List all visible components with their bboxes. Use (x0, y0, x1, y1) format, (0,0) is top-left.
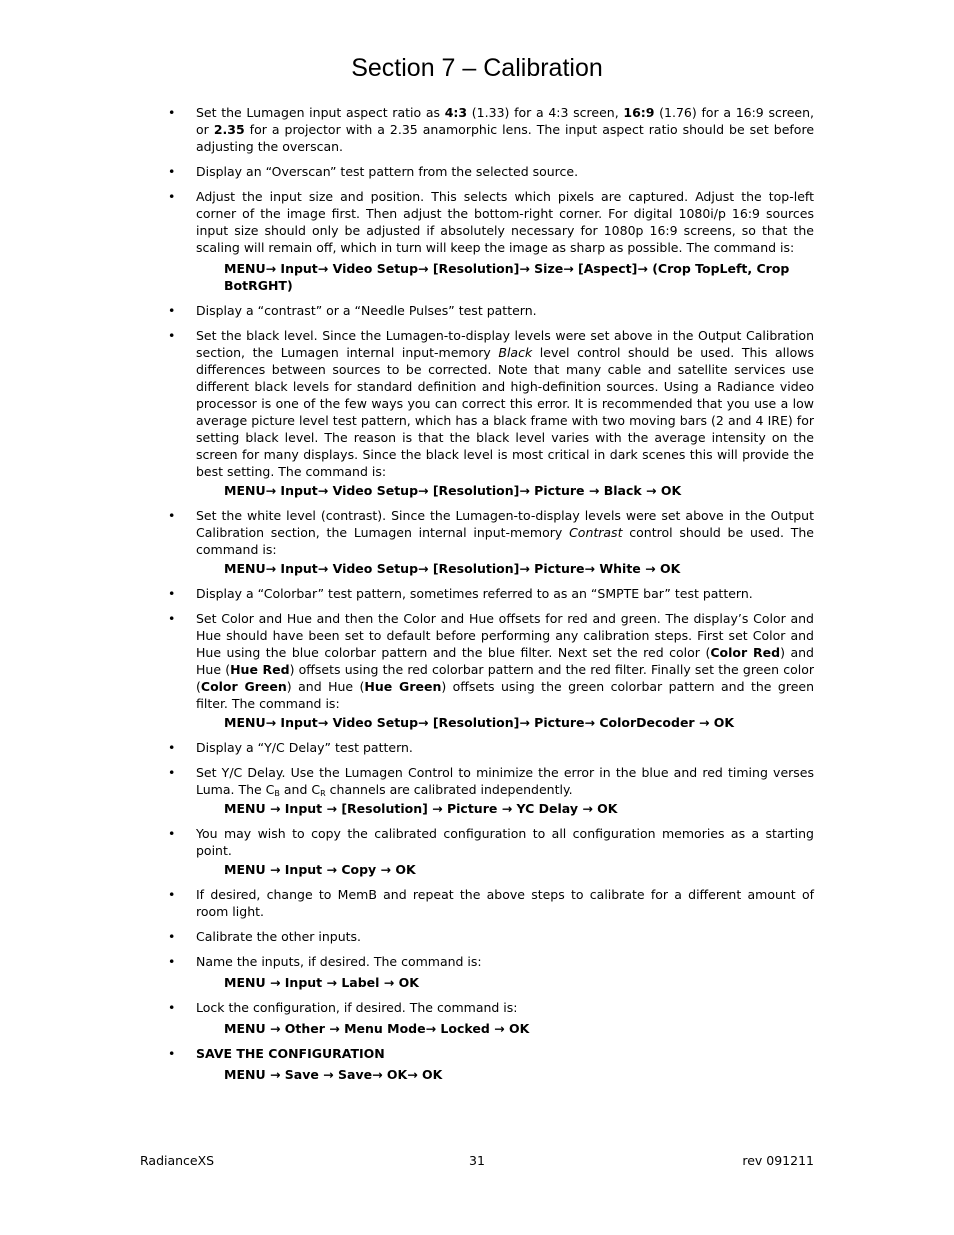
list-item (0, 953, 954, 991)
bullet-icon: • (168, 105, 176, 120)
item-text: Display a “Colorbar” test pattern, sometimes referred to as an “SMPTE bar” test pattern. (196, 586, 753, 601)
bullet-icon: • (168, 765, 176, 780)
item-text: Set the black level. Since the Lumagen-to-display levels were set above in the Output Calibration section, the Lumagen internal input-memory Black level control should be used. This allows differences between sources to be corrected. Note that many cable and satellite services use different black levels for standard definition and high-definition sources. Using a Radiance video processor is one of the few ways you can correct this error. It is recommended that you use a low average picture level test pattern, which has a black frame with two moving bars (2 and 4 IRE) for setting black level. The reason is that the black level varies with the average intensity on the screen for many displays. Since the black level is most critical in dark scenes this will provide the best setting. The command is: (196, 328, 814, 479)
item-text: You may wish to copy the calibrated configuration to all configuration memories as a starting point. (196, 826, 814, 858)
item-text: Adjust the input size and position. This selects which pixels are captured. Adjust the top-left corner of the image first. Then adjust the bottom-right corner. For digital 1080i/p 16:9 sources input size should only be adjusted if absolutely necessary for 1080p 16:9 screens, so that the scaling will remain off, which in turn will keep the image as sharp as possible. The command is: (196, 189, 814, 255)
list-item (0, 610, 954, 731)
page-title: Section 7 – Calibration (351, 54, 603, 82)
list-item (0, 104, 954, 155)
item-text: Set the white level (contrast). Since the Lumagen-to-display levels were set above in the Output Calibration section, the Lumagen internal input-memory Contrast control should be used. The command is: (196, 508, 814, 557)
menu-command: MENU→ Input→ Video Setup→ [Resolution]→ Size→ [Aspect]→ (Crop TopLeft, Crop BotRGHT) (224, 261, 790, 293)
menu-command: MENU → Input → Copy → OK (224, 862, 416, 877)
bullet-icon: • (168, 954, 176, 969)
menu-command: MENU→ Input→ Video Setup→ [Resolution]→ Picture→ ColorDecoder → OK (224, 715, 735, 730)
list-item (0, 886, 954, 920)
menu-command: MENU → Save → Save→ OK→ OK (224, 1067, 443, 1082)
item-text: Name the inputs, if desired. The command is: (196, 954, 482, 969)
item-text: Calibrate the other inputs. (196, 929, 362, 944)
menu-command: MENU → Input → [Resolution] → Picture → YC Delay → OK (224, 801, 618, 816)
bullet-icon: • (168, 189, 176, 204)
list-item (0, 999, 954, 1037)
list-item (0, 764, 954, 817)
menu-command: MENU → Other → Menu Mode→ Locked → OK (224, 1021, 530, 1036)
bullet-icon: • (168, 887, 176, 902)
item-text: Set Color and Hue and then the Color and Hue offsets for red and green. The display’s Color and Hue should have been set to default before performing any calibration steps. First set Color and Hue using the blue colorbar pattern and the blue filter. Next set the red color (Color Red) and Hue (Hue Red) offsets using the red colorbar pattern and the red filter. Finally set the green color (Color Green) and Hue (Hue Green) offsets using the green colorbar pattern and the green filter. The command is: (196, 611, 814, 711)
bullet-icon: • (168, 164, 176, 179)
menu-command: MENU → Input → Label → OK (224, 975, 419, 990)
item-text: Display an “Overscan” test pattern from the selected source. (196, 164, 579, 179)
item-text: Display a “contrast” or a “Needle Pulses” test pattern. (196, 303, 537, 318)
item-text: Set the Lumagen input aspect ratio as 4:3 (1.33) for a 4:3 screen, 16:9 (1.76) for a 16:9 screen, or 2.35 for a projector with a 2.35 anamorphic lens. The input aspect ratio should be set before adjusting the overscan. (196, 105, 815, 154)
list-item (0, 302, 954, 319)
item-text: If desired, change to MemB and repeat the above steps to calibrate for a different amount of room light. (196, 887, 814, 919)
footer-product-name: RadianceXS (140, 1153, 215, 1168)
bullet-icon: • (168, 929, 176, 944)
list-item (0, 1045, 954, 1083)
list-item (0, 327, 954, 499)
list-item (0, 163, 954, 180)
bullet-icon: • (168, 508, 176, 523)
menu-command: MENU→ Input→ Video Setup→ [Resolution]→ Picture → Black → OK (224, 483, 682, 498)
bullet-list (0, 104, 954, 1091)
footer-page-number: 31 (469, 1153, 485, 1168)
bullet-icon: • (168, 740, 176, 755)
list-item (0, 507, 954, 577)
footer-revision: rev 091211 (742, 1153, 814, 1168)
list-item (0, 928, 954, 945)
bullet-icon: • (168, 303, 176, 318)
list-item (0, 585, 954, 602)
bullet-icon: • (168, 826, 176, 841)
menu-command: MENU→ Input→ Video Setup→ [Resolution]→ Picture→ White → OK (224, 561, 681, 576)
list-item (0, 825, 954, 878)
list-item (0, 739, 954, 756)
item-text: Lock the configuration, if desired. The command is: (196, 1000, 518, 1015)
item-text: SAVE THE CONFIGURATION (196, 1046, 385, 1061)
item-text: Display a “Y/C Delay” test pattern. (196, 740, 413, 755)
bullet-icon: • (168, 1000, 176, 1015)
list-item (0, 188, 954, 294)
item-text: Set Y/C Delay. Use the Lumagen Control to minimize the error in the blue and red timing verses Luma. The $C_B$ and $C_R$ channels are calibrated independently. (196, 765, 814, 798)
bullet-icon: • (168, 586, 176, 601)
bullet-icon: • (168, 611, 176, 626)
bullet-icon: • (168, 1046, 176, 1061)
bullet-icon: • (168, 328, 176, 343)
